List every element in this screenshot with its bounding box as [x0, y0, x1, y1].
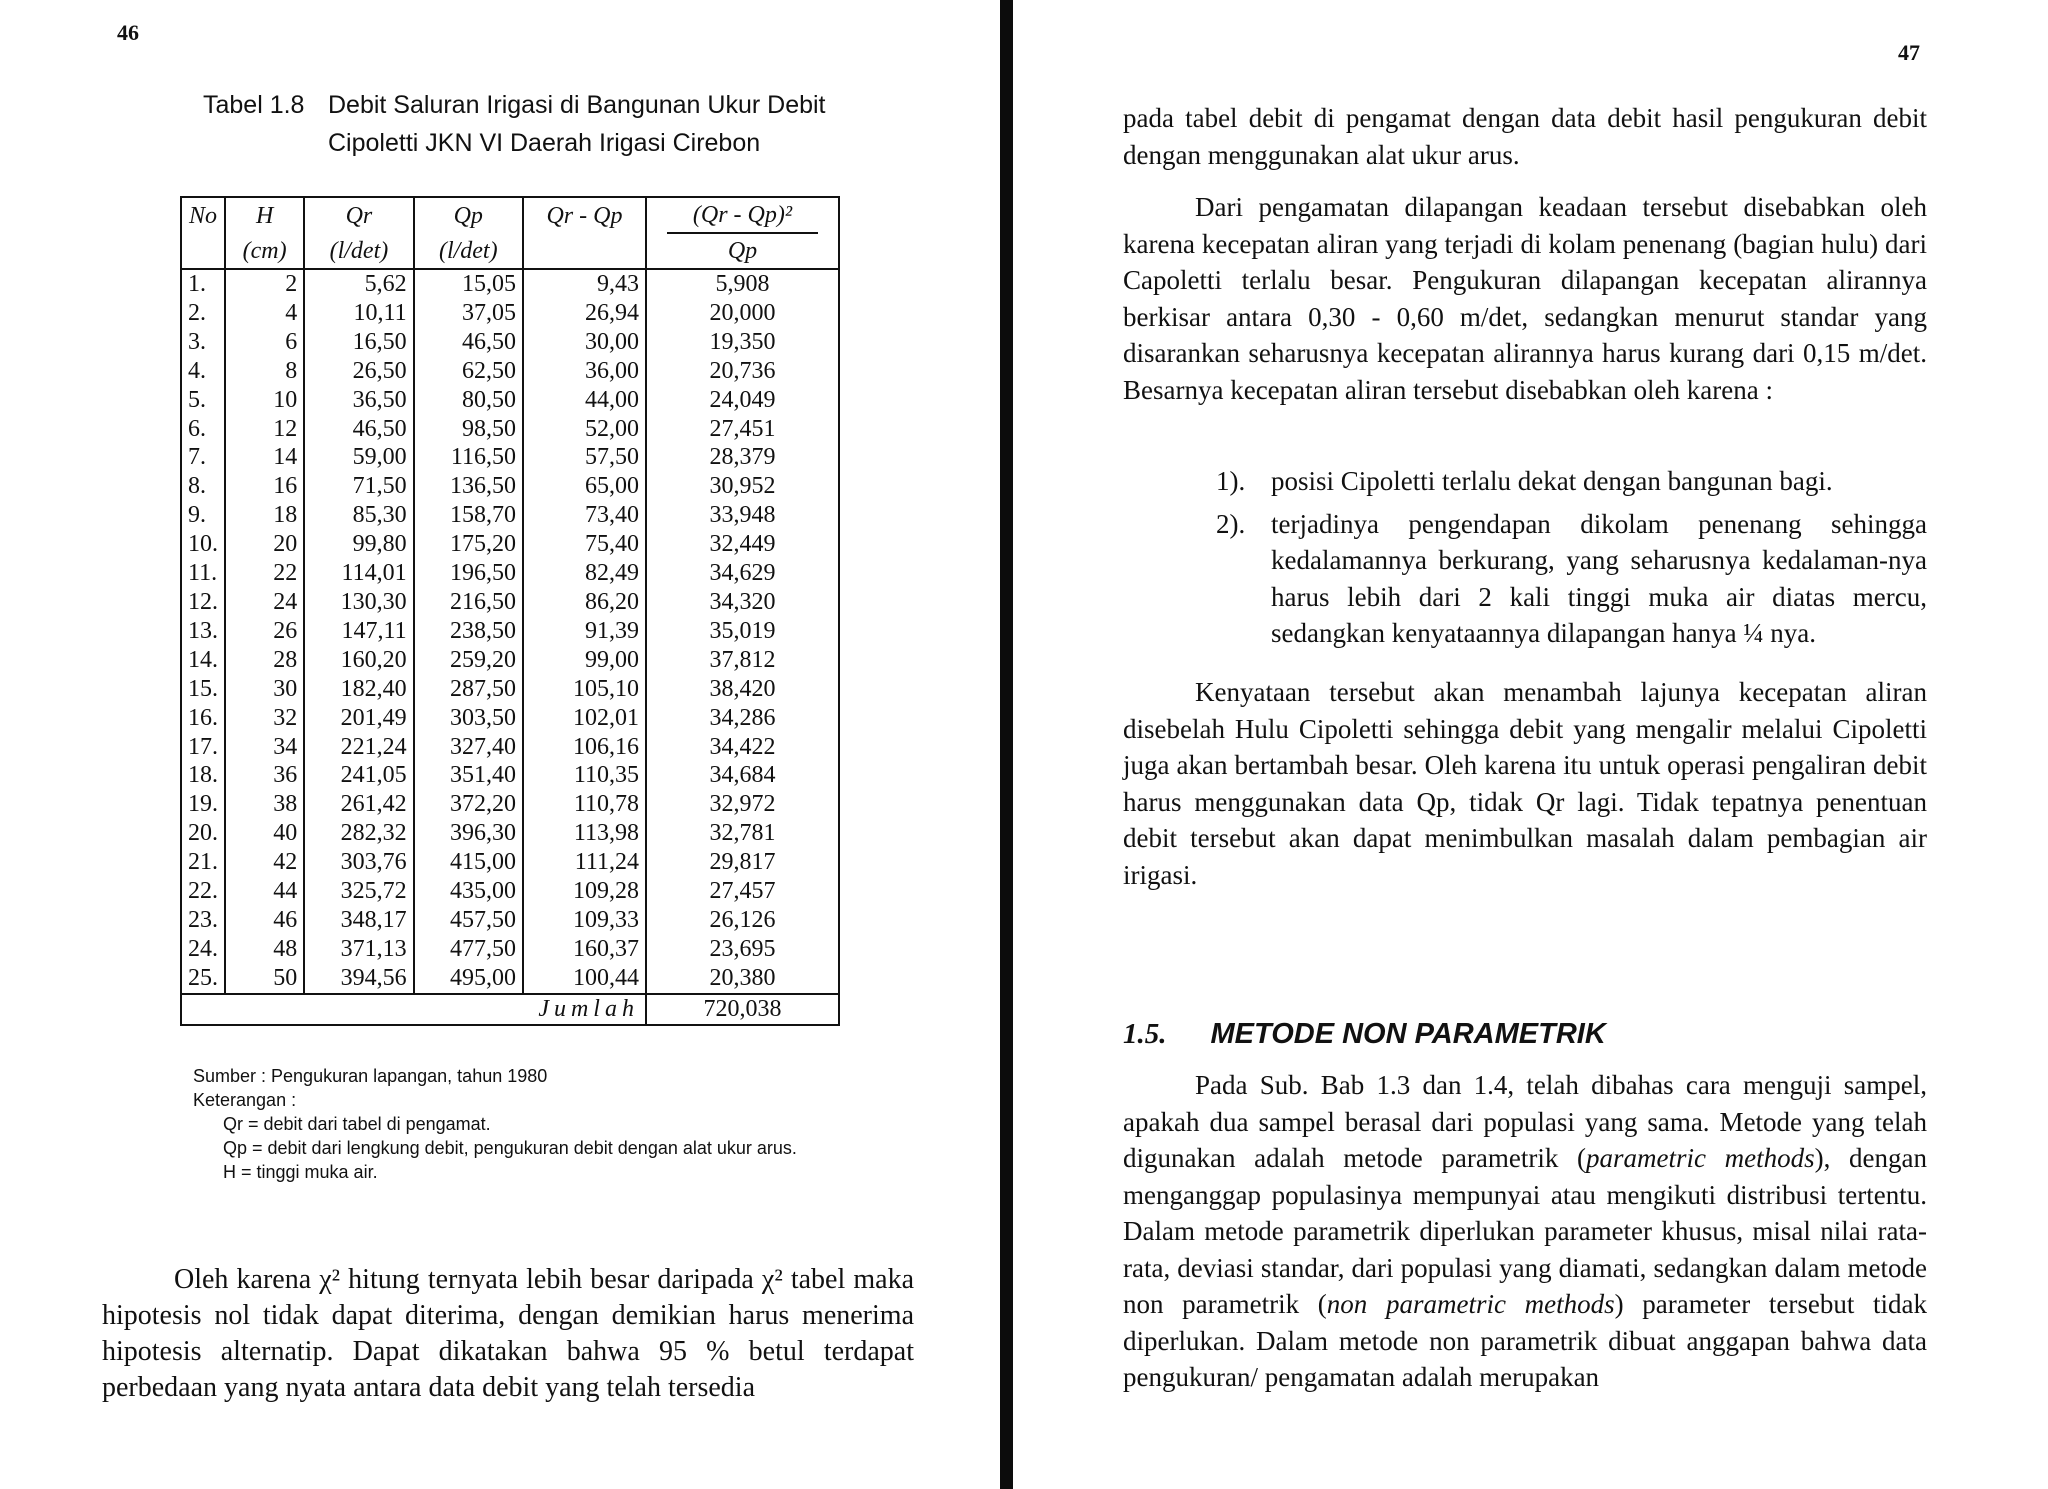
cell-no: 10. [181, 530, 225, 559]
cell-qp: 303,50 [414, 704, 523, 733]
cell-qp: 175,20 [414, 530, 523, 559]
cell-qr: 221,24 [304, 733, 413, 762]
cell-h: 16 [225, 472, 304, 501]
cell-qp: 80,50 [414, 386, 523, 415]
cell-qr-minus-qp: 100,44 [523, 964, 646, 994]
cell-no: 11. [181, 559, 225, 588]
cell-qp: 15,05 [414, 269, 523, 299]
legend-item: Qr = debit dari tabel di pengamat. [223, 1114, 491, 1134]
cell-chi-term: 35,019 [646, 617, 839, 646]
subheader-no [181, 234, 225, 269]
cell-qr-minus-qp: 113,98 [523, 819, 646, 848]
cell-qp: 158,70 [414, 501, 523, 530]
table-row [181, 935, 839, 964]
right-para-3 [1123, 674, 1927, 893]
table-row [181, 790, 839, 819]
discharge-table [180, 196, 840, 1026]
cell-qr-minus-qp: 75,40 [523, 530, 646, 559]
table-row [181, 617, 839, 646]
table-row [181, 704, 839, 733]
cell-h: 38 [225, 790, 304, 819]
cell-qr: 114,01 [304, 559, 413, 588]
cell-qr-minus-qp: 82,49 [523, 559, 646, 588]
header-qr: Qr [304, 197, 413, 234]
cell-h: 36 [225, 761, 304, 790]
cell-chi-term: 33,948 [646, 501, 839, 530]
cell-chi-term: 34,320 [646, 588, 839, 617]
cell-h: 8 [225, 357, 304, 386]
cell-qr: 182,40 [304, 675, 413, 704]
cell-qr: 261,42 [304, 790, 413, 819]
cell-h: 44 [225, 877, 304, 906]
cell-chi-term: 27,451 [646, 415, 839, 444]
list-item [1216, 463, 1927, 500]
cell-h: 18 [225, 501, 304, 530]
cell-qp: 415,00 [414, 848, 523, 877]
cell-qp: 98,50 [414, 415, 523, 444]
cell-h: 46 [225, 906, 304, 935]
subheader-h: (cm) [225, 234, 304, 269]
cell-no: 9. [181, 501, 225, 530]
cell-h: 10 [225, 386, 304, 415]
paragraph-method: Pada Sub. Bab 1.3 dan 1.4, telah dibahas cara menguji sampel, apakah dua sampel berasal dari populasi yang sama. Metode yang telah digunakan adalah metode parametrik (parametric methods), dengan menganggap populasinya mempunyai atau mengikuti distribusi tertentu. Dalam metode parametrik diperlukan parameter khusus, misal nilai rata-rata, deviasi standar, dari populasi yang diamati, sedangkan dalam metode non parametrik (non parametric methods) parameter tersebut tidak diperlukan. Dalam metode non parametrik dibuat anggapan bahwa data pengukuran/ pengamatan adalah merupakan [1123, 1070, 1927, 1392]
cell-qr: 26,50 [304, 357, 413, 386]
cell-chi-term: 24,049 [646, 386, 839, 415]
cell-qp: 37,05 [414, 299, 523, 328]
cell-h: 30 [225, 675, 304, 704]
cell-qr: 71,50 [304, 472, 413, 501]
total-label: Jumlah [181, 994, 646, 1025]
cell-qp: 216,50 [414, 588, 523, 617]
cell-qr-minus-qp: 105,10 [523, 675, 646, 704]
cell-qr-minus-qp: 52,00 [523, 415, 646, 444]
cell-no: 25. [181, 964, 225, 994]
cell-chi-term: 5,908 [646, 269, 839, 299]
cell-qp: 287,50 [414, 675, 523, 704]
cell-no: 4. [181, 357, 225, 386]
table-row [181, 588, 839, 617]
table-source: Sumber : Pengukuran lapangan, tahun 1980 [193, 1066, 548, 1086]
left-page [0, 0, 1022, 1489]
cell-no: 1. [181, 269, 225, 299]
cell-qr-minus-qp: 160,37 [523, 935, 646, 964]
cell-qr: 303,76 [304, 848, 413, 877]
cell-qr: 130,30 [304, 588, 413, 617]
cell-qr-minus-qp: 109,33 [523, 906, 646, 935]
cell-no: 16. [181, 704, 225, 733]
cell-qr-minus-qp: 102,01 [523, 704, 646, 733]
cell-chi-term: 26,126 [646, 906, 839, 935]
table-row [181, 733, 839, 762]
page-number-left: 46 [117, 20, 139, 45]
cell-chi-term: 34,684 [646, 761, 839, 790]
subheader-qp: (l/det) [414, 234, 523, 269]
table-row [181, 269, 839, 299]
cell-chi-term: 32,449 [646, 530, 839, 559]
table-row [181, 877, 839, 906]
cell-chi-term: 32,972 [646, 790, 839, 819]
cell-no: 19. [181, 790, 225, 819]
cell-qr-minus-qp: 30,00 [523, 328, 646, 357]
cell-no: 12. [181, 588, 225, 617]
cell-chi-term: 20,380 [646, 964, 839, 994]
legend-item: Qp = debit dari lengkung debit, pengukuran debit dengan alat ukur arus. [223, 1138, 797, 1158]
cell-qr-minus-qp: 91,39 [523, 617, 646, 646]
table-row [181, 328, 839, 357]
list-item-text: posisi Cipoletti terlalu dekat dengan bangunan bagi. [1271, 466, 1833, 496]
cell-h: 28 [225, 646, 304, 675]
cell-no: 7. [181, 443, 225, 472]
cell-qr-minus-qp: 9,43 [523, 269, 646, 299]
legend-item: H = tinggi muka air. [223, 1162, 378, 1182]
cell-qr: 241,05 [304, 761, 413, 790]
cell-chi-term: 29,817 [646, 848, 839, 877]
cell-qr-minus-qp: 110,78 [523, 790, 646, 819]
table-row [181, 964, 839, 994]
table-row [181, 472, 839, 501]
cell-qp: 196,50 [414, 559, 523, 588]
cell-qp: 136,50 [414, 472, 523, 501]
list-item-number: 1). [1216, 466, 1246, 496]
table-row [181, 530, 839, 559]
cell-qr-minus-qp: 110,35 [523, 761, 646, 790]
left-body-text [102, 1262, 914, 1406]
subheader-qr-minus-qp [523, 234, 646, 269]
cell-qr-minus-qp: 99,00 [523, 646, 646, 675]
cell-h: 6 [225, 328, 304, 357]
cell-qr: 394,56 [304, 964, 413, 994]
paragraph-observation: Dari pengamatan dilapangan keadaan tersebut disebabkan oleh karena kecepatan aliran yang terjadi di kolam penenang (bagian hulu) dari Capoletti terlalu besar. Pengukuran dilapangan kecepatan alirannya berkisar antara 0,30 - 0,60 m/det, sedangkan menurut standar yang disarankan seharusnya kecepatan alirannya harus kurang dari 0,15 m/det. Besarnya kecepatan aliran tersebut disebabkan oleh karena : [1123, 192, 1927, 405]
cell-qr: 59,00 [304, 443, 413, 472]
cell-qr-minus-qp: 109,28 [523, 877, 646, 906]
cell-h: 26 [225, 617, 304, 646]
header-chi-term: (Qr - Qp)² [646, 197, 839, 234]
section-number: 1.5. [1123, 1018, 1167, 1050]
subheader-qr: (l/det) [304, 234, 413, 269]
cell-qr: 147,11 [304, 617, 413, 646]
left-paragraph: Oleh karena χ² hitung ternyata lebih besar daripada χ² tabel maka hipotesis nol tidak dapat diterima, dengan demikian harus menerima hipotesis alternatip. Dapat dikatakan bahwa 95 % betul terdapat perbedaan yang nyata antara data debit yang telah tersedia [102, 1264, 914, 1403]
cell-qp: 495,00 [414, 964, 523, 994]
cell-no: 14. [181, 646, 225, 675]
list-item-number: 2). [1216, 508, 1246, 539]
right-para-1 [1123, 100, 1927, 173]
right-para-2 [1123, 189, 1927, 408]
cell-chi-term: 28,379 [646, 443, 839, 472]
cell-qp: 477,50 [414, 935, 523, 964]
table-row [181, 386, 839, 415]
cell-h: 20 [225, 530, 304, 559]
cell-qr: 99,80 [304, 530, 413, 559]
cell-chi-term: 20,736 [646, 357, 839, 386]
cell-no: 13. [181, 617, 225, 646]
cell-qr: 201,49 [304, 704, 413, 733]
cell-qr-minus-qp: 26,94 [523, 299, 646, 328]
cell-qr: 371,13 [304, 935, 413, 964]
cell-chi-term: 27,457 [646, 877, 839, 906]
cell-no: 15. [181, 675, 225, 704]
header-no: No [181, 197, 225, 234]
cell-chi-term: 38,420 [646, 675, 839, 704]
table-row [181, 906, 839, 935]
cell-qp: 457,50 [414, 906, 523, 935]
cell-no: 6. [181, 415, 225, 444]
table-row [181, 501, 839, 530]
table-row [181, 646, 839, 675]
table-row [181, 761, 839, 790]
cell-h: 42 [225, 848, 304, 877]
table-row [181, 675, 839, 704]
cell-qr: 16,50 [304, 328, 413, 357]
cell-chi-term: 34,422 [646, 733, 839, 762]
cell-qp: 62,50 [414, 357, 523, 386]
total-value: 720,038 [646, 994, 839, 1025]
cell-qp: 372,20 [414, 790, 523, 819]
list-item-text: terjadinya pengendapan dikolam penenang sehingga kedalamannya berkurang, yang seharusnya kedalaman-nya harus lebih dari 2 kali tinggi muka air diatas mercu, sedangkan kenyataannya dilapangan hanya ¼ nya. [1271, 508, 1927, 648]
cell-no: 24. [181, 935, 225, 964]
cell-qp: 351,40 [414, 761, 523, 790]
cell-no: 3. [181, 328, 225, 357]
right-para-4 [1123, 1067, 1927, 1396]
cell-h: 4 [225, 299, 304, 328]
subheader-chi-term: Qp [646, 234, 839, 269]
cell-qp: 327,40 [414, 733, 523, 762]
header-qr-minus-qp: Qr - Qp [523, 197, 646, 234]
cell-chi-term: 32,781 [646, 819, 839, 848]
cell-qr: 282,32 [304, 819, 413, 848]
table-notes [193, 1064, 797, 1184]
cell-h: 2 [225, 269, 304, 299]
cell-no: 23. [181, 906, 225, 935]
paragraph-conclusion: Kenyataan tersebut akan menambah lajunya kecepatan aliran disebelah Hulu Cipoletti sehingga debit yang mengalir melalui Cipoletti juga akan bertambah besar. Oleh karena itu untuk operasi pengaliran debit harus menggunakan data Qp, tidak Qr lagi. Tidak tepatnya penentuan debit tersebut akan dapat menimbulkan masalah dalam pembagian air irigasi. [1123, 677, 1927, 890]
table-row [181, 299, 839, 328]
cell-chi-term: 34,629 [646, 559, 839, 588]
cell-qr-minus-qp: 65,00 [523, 472, 646, 501]
cell-h: 40 [225, 819, 304, 848]
table-row [181, 443, 839, 472]
cell-qr-minus-qp: 73,40 [523, 501, 646, 530]
cell-qr: 325,72 [304, 877, 413, 906]
cell-qr: 85,30 [304, 501, 413, 530]
cell-chi-term: 34,286 [646, 704, 839, 733]
cell-qr: 160,20 [304, 646, 413, 675]
legend-title: Keterangan : [193, 1090, 297, 1110]
cell-qr-minus-qp: 86,20 [523, 588, 646, 617]
cell-qp: 259,20 [414, 646, 523, 675]
cell-h: 48 [225, 935, 304, 964]
cell-qr: 5,62 [304, 269, 413, 299]
paragraph-continuation: pada tabel debit di pengamat dengan data debit hasil pengukuran debit dengan menggunakan alat ukur arus. [1123, 103, 1927, 170]
cell-h: 12 [225, 415, 304, 444]
cell-no: 18. [181, 761, 225, 790]
cell-qp: 435,00 [414, 877, 523, 906]
cell-no: 5. [181, 386, 225, 415]
cell-chi-term: 37,812 [646, 646, 839, 675]
cell-qp: 238,50 [414, 617, 523, 646]
cell-no: 17. [181, 733, 225, 762]
cause-list [1216, 463, 1927, 652]
header-h: H [225, 197, 304, 234]
cell-qr: 348,17 [304, 906, 413, 935]
table-row [181, 819, 839, 848]
cell-qr: 36,50 [304, 386, 413, 415]
header-qp: Qp [414, 197, 523, 234]
cell-no: 20. [181, 819, 225, 848]
list-item [1216, 506, 1927, 652]
section-heading [1123, 1018, 1606, 1051]
cell-h: 22 [225, 559, 304, 588]
cell-no: 8. [181, 472, 225, 501]
cell-h: 32 [225, 704, 304, 733]
cell-qr-minus-qp: 111,24 [523, 848, 646, 877]
cell-chi-term: 20,000 [646, 299, 839, 328]
cell-h: 14 [225, 443, 304, 472]
cell-qr-minus-qp: 57,50 [523, 443, 646, 472]
cell-no: 2. [181, 299, 225, 328]
cell-qr-minus-qp: 44,00 [523, 386, 646, 415]
table-row [181, 559, 839, 588]
cell-h: 24 [225, 588, 304, 617]
cell-qp: 46,50 [414, 328, 523, 357]
cell-qp: 396,30 [414, 819, 523, 848]
cell-chi-term: 23,695 [646, 935, 839, 964]
cell-qr-minus-qp: 36,00 [523, 357, 646, 386]
table-row [181, 357, 839, 386]
page-number-right: 47 [1898, 40, 1920, 65]
cell-qr: 46,50 [304, 415, 413, 444]
cell-qr-minus-qp: 106,16 [523, 733, 646, 762]
table-row [181, 848, 839, 877]
table-caption-label: Tabel 1.8 [203, 91, 305, 119]
cell-h: 34 [225, 733, 304, 762]
cell-qr: 10,11 [304, 299, 413, 328]
table-row [181, 415, 839, 444]
cell-chi-term: 19,350 [646, 328, 839, 357]
table-caption-title: Debit Saluran Irigasi di Bangunan Ukur Debit Cipoletti JKN VI Daerah Irigasi Cirebon [328, 91, 826, 157]
section-title: METODE NON PARAMETRIK [1210, 1018, 1606, 1050]
cell-no: 22. [181, 877, 225, 906]
cell-qp: 116,50 [414, 443, 523, 472]
cell-no: 21. [181, 848, 225, 877]
cell-chi-term: 30,952 [646, 472, 839, 501]
cell-h: 50 [225, 964, 304, 994]
